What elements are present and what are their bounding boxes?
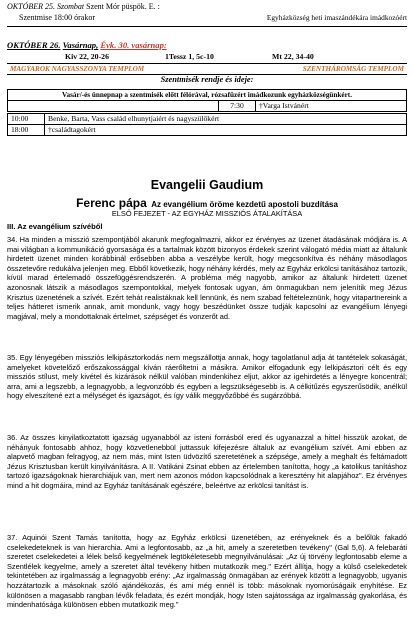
- mass-schedule-table-lower: [7, 113, 407, 136]
- schedule-time: 10:00: [8, 114, 45, 125]
- paragraph-35: 35. Egy lényegében missziós lelkipásztorkodás nem megszállottja annak, hogy tagolatlanul adja át tantételek sokaságát, amelyeket követelőző erőszakossággal kíván ráerőltetni a másikra. Amikor elfogadunk egy lelkipásztori célt és egy missziós stílust, mely kivétel és kizárások nélkül valóban mindenkihez eljut, akkor az igehirdetés a lényegre koncentrál; arra, ami a legszebb, a legnagyobb, a legvonzóbb és egyben a legszükségesebb is. A célkitűzés egyszerűsödik, anélkül hogy elveszítené ezt a mélységet és igazságot, és így válik meggyőzőbbé és sugárzóbbá.: [7, 353, 407, 401]
- readings-line: [7, 52, 407, 62]
- mass-schedule-table: [7, 89, 407, 112]
- schedule-intention: †családtagokért: [45, 125, 407, 136]
- saturday-intention: Egyházközség heti imaszándékára imádkozóért: [266, 13, 407, 22]
- saturday-mass-time: Szentmise 18:00 órakor: [19, 13, 95, 22]
- church-name-2: SZENTHÁROMSÁG TEMPLOM: [302, 65, 404, 73]
- paragraph-34: 34. Ha minden a misszió szempontjából akarunk megfogalmazni, akkor ez érvényes az üzenet átadásának módjára is. A mai világban a kommunikáció gyorsasága és a tartalmak között bizonyos érdekek szerint válogató média miatt az általunk hirdetett üzenet minden korábbinál erősebben abba a veszélybe került, hogy megcsonkítva és néhány másodlagos összetevőre redukálva jelenjen meg. Ebből következik, hogy néhány kérdés, mely az Egyház erkölcsi tanításához tartozik, kívül marad értelemadó összefüggésrendszerén. A probléma még nagyobb, amikor az általunk hirdetett üzenet azonosnak látszik a másodlagos szempontokkal, melyek fontosak ugyan, ám önmagukban nem jelenítik meg Jézus Krisztus üzenetének a szívét. Ezért tehát realistáknak kell lennünk, és nem szabad feltételeznünk, hogy vitapartnereink a teljes hátteret ismerik annak, amit mondunk, vagy hogy beszédünket össze tudják kapcsolni az evangélium lényegi magjával, mely a mondottaknak értelmet, szépséget és vonzerőt ad.: [7, 235, 407, 321]
- saturday-date: OKTÓBER 25. Szombat: [7, 2, 85, 11]
- schedule-intention: †Varga Istvánért: [256, 101, 407, 112]
- reading-first: Kiv 22, 20-26: [65, 52, 109, 61]
- sunday-date: OKTÓBER 26.: [7, 40, 61, 50]
- schedule-note: Vasár/-és ünnepnap a szentmisék előtt félórával, rózsafüzért imádkozunk egyházközségünkért.: [8, 90, 407, 101]
- table-row: [8, 114, 407, 125]
- separator: [7, 26, 407, 27]
- church-bar: [7, 63, 407, 75]
- saturday-saint: Szent Mór püspök. E. :: [86, 2, 160, 11]
- article-subtitle-rest: Az evangélium öröme kezdetű apostoli buzdítása: [151, 200, 338, 209]
- saturday-mass-line: [7, 13, 407, 23]
- article-title: Evangelii Gaudium: [150, 178, 264, 192]
- table-row: [8, 125, 407, 136]
- sunday-line: [7, 40, 407, 50]
- schedule-empty-cell: [8, 101, 219, 112]
- saturday-line: [7, 2, 407, 12]
- reading-second: 1Tessz 1, 5c-10: [165, 52, 214, 61]
- schedule-time: 7:30: [219, 101, 256, 112]
- paragraph-37: 37. Aquinói Szent Tamás tanította, hogy az Egyház erkölcsi üzenetében, az erényeknek és a belőlük fakadó cselekedeteknek is van hierarchia. Ami a legfontosabb, az „a hit, amely a szeretetben tevékeny" (Gal 5,6). A felebaráti szeretet cselekedetei a lélek belső kegyelmének legtökéletesebb megnyilvánulásai: „Az új törvény legfontosabb eleme a Szentlélek kegyelme, amely a szeretet által tevékeny hitben mutatkozik meg." Ezért állítja, hogy a külső cselekedetek tekintetében az irgalmasság a legnagyobb erény: „Az irgalmasság önmagában az erények között a legnagyobb, ugyanis hozzátartozik a másoknak szóló ajándékozás, és ami még ennél is több: másoknak nyomorúságaik enyhítése. Ez különösen a magasabb rangban lévők feladata, és ezért mondják, hogy Isten sajátossága az irgalmasság gyakorlása, és mindenhatósága különösen ebben mutatkozik meg.": [7, 533, 407, 610]
- article-chapter: ELSŐ FEJEZET - AZ EGYHÁZ MISSZIÓS ÁTALAKÍTÁSA: [111, 209, 303, 218]
- article-author: Ferenc pápa: [76, 196, 147, 210]
- sunday-week: Évk. 30. vasárnap:: [100, 40, 167, 50]
- schedule-intention: Benke, Barta, Vass család elhunytjaiért és nagyszülőkért: [45, 114, 407, 125]
- sunday-name: Vasárnap,: [62, 40, 99, 50]
- paragraph-36: 36. Az összes kinyilatkoztatott igazság ugyanabból az isteni forrásból ered és ugyanazzal a hittel hisszük azokat, de néhányuk fontosabb ahhoz, hogy közvetlenebbül juttassuk kifejezésre általuk az evangélium szívét. Ami ebben az alapvető magban felragyog, az nem más, mint Isten üdvözítő szeretetének a szépsége, amely a meghalt és feltámadott Jézus Krisztusban került kinyilvánításra. A II. Vatikáni Zsinat ebben az értelemben tanította, hogy „a katolikus tanításhoz tartozó igazságoknak hierarchiájuk van, mert nem azonos módon kapcsolódnak a keresztény hit alapjához". Ez érvényes mind a hit dogmáira, mind az Egyház tanításának egészére, beleértve az erkölcsi tanítást is.: [7, 433, 407, 490]
- reading-gospel: Mt 22, 34-40: [272, 52, 314, 61]
- church-name-1: MAGYAROK NAGYASSZONYA TEMPLOM: [10, 65, 145, 73]
- schedule-title: Szentmisék rendje és ideje:: [160, 75, 254, 84]
- article-section: III. Az evangélium szívéből: [7, 222, 103, 231]
- schedule-time: 18:00: [8, 125, 45, 136]
- table-row: [8, 101, 407, 112]
- schedule-note-row: [8, 90, 407, 101]
